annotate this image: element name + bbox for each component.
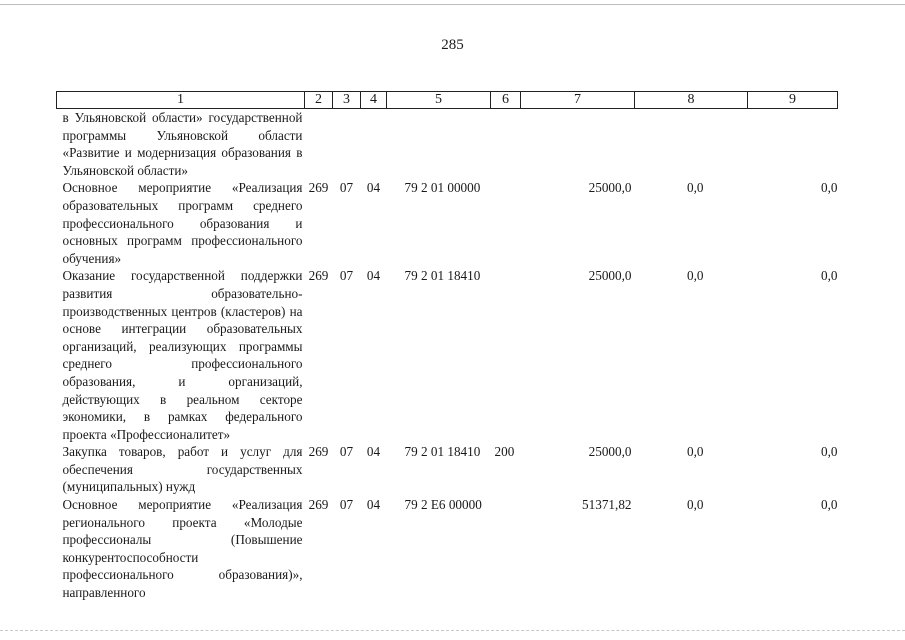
row-name: Закупка товаров, работ и услуг для обеспечения государственных (муниципальных) нужд bbox=[62, 444, 303, 495]
header-col-1: 1 bbox=[57, 92, 305, 109]
header-col-2: 2 bbox=[305, 92, 333, 109]
row-target-article: 79 2 E6 00000 bbox=[404, 497, 482, 513]
table-row bbox=[57, 109, 838, 180]
row-expense-type bbox=[491, 179, 521, 267]
row-amount-2: 0,0 bbox=[687, 180, 704, 196]
row-section: 07 bbox=[339, 268, 354, 284]
row-amount-3: 0,0 bbox=[821, 497, 838, 513]
row-amount-2: 0,0 bbox=[687, 444, 704, 460]
row-name: в Ульяновской области» государственной программы Ульяновской области «Развитие и модернизация образования в Ульяновской области» bbox=[62, 110, 303, 178]
row-expense-type bbox=[491, 267, 521, 443]
row-amount-2 bbox=[635, 109, 748, 180]
row-target-article: 79 2 01 18410 bbox=[404, 268, 481, 284]
row-ministry: 269 bbox=[308, 497, 329, 513]
row-subsection bbox=[361, 109, 387, 180]
row-amount-1: 25000,0 bbox=[588, 268, 632, 284]
row-ministry: 269 bbox=[308, 444, 329, 460]
row-section: 07 bbox=[339, 180, 354, 196]
row-target-article: 79 2 01 18410 bbox=[404, 444, 481, 460]
row-target-article: 79 2 01 00000 bbox=[404, 180, 481, 196]
header-col-7: 7 bbox=[521, 92, 635, 109]
row-amount-3: 0,0 bbox=[821, 180, 838, 196]
page-top-edge bbox=[0, 4, 905, 5]
row-subsection: 04 bbox=[366, 268, 381, 284]
budget-table bbox=[56, 91, 838, 602]
row-amount-2: 0,0 bbox=[687, 268, 704, 284]
row-amount-3 bbox=[748, 109, 838, 180]
row-amount-3: 0,0 bbox=[821, 444, 838, 460]
header-col-6: 6 bbox=[491, 92, 521, 109]
table-row bbox=[57, 443, 838, 496]
header-col-3: 3 bbox=[333, 92, 361, 109]
row-expense-type: 200 bbox=[494, 444, 515, 460]
table-row bbox=[57, 267, 838, 443]
row-name: Основное мероприятие «Реализация образовательных программ среднего профессионального образования и основных программ профессионального обучения» bbox=[62, 180, 303, 266]
row-name: Оказание государственной поддержки развития образовательно-производственных центров (кластеров) на основе интеграции образовательных организаций, реализующих программы среднего профессионального образования, и организаций, действующих в реальном секторе экономики, в рамках федерального проекта «Профессионалитет» bbox=[62, 268, 303, 442]
row-section: 07 bbox=[339, 444, 354, 460]
row-subsection: 04 bbox=[366, 444, 381, 460]
row-amount-2: 0,0 bbox=[687, 497, 704, 513]
row-expense-type bbox=[491, 109, 521, 180]
row-subsection: 04 bbox=[366, 497, 381, 513]
page-bottom-edge bbox=[0, 630, 905, 632]
row-ministry bbox=[305, 109, 333, 180]
row-amount-1: 51371,82 bbox=[582, 497, 632, 513]
row-target-article bbox=[387, 109, 491, 180]
row-expense-type bbox=[491, 496, 521, 602]
header-col-8: 8 bbox=[635, 92, 748, 109]
table-row bbox=[57, 496, 838, 602]
table-row bbox=[57, 179, 838, 267]
row-amount-1: 25000,0 bbox=[588, 180, 632, 196]
row-amount-3: 0,0 bbox=[821, 268, 838, 284]
row-ministry: 269 bbox=[308, 268, 329, 284]
row-section bbox=[333, 109, 361, 180]
row-ministry: 269 bbox=[308, 180, 329, 196]
page-number: 285 bbox=[441, 37, 464, 53]
row-section: 07 bbox=[339, 497, 354, 513]
row-amount-1: 25000,0 bbox=[588, 444, 632, 460]
row-name: Основное мероприятие «Реализация регионального проекта «Молодые профессионалы (Повышение конкурентоспособности профессионального образования)», направленного bbox=[62, 497, 303, 601]
row-subsection: 04 bbox=[366, 180, 381, 196]
header-row bbox=[57, 92, 838, 109]
header-col-9: 9 bbox=[748, 92, 838, 109]
header-col-4: 4 bbox=[361, 92, 387, 109]
header-col-5: 5 bbox=[387, 92, 491, 109]
row-amount-1 bbox=[521, 109, 635, 180]
